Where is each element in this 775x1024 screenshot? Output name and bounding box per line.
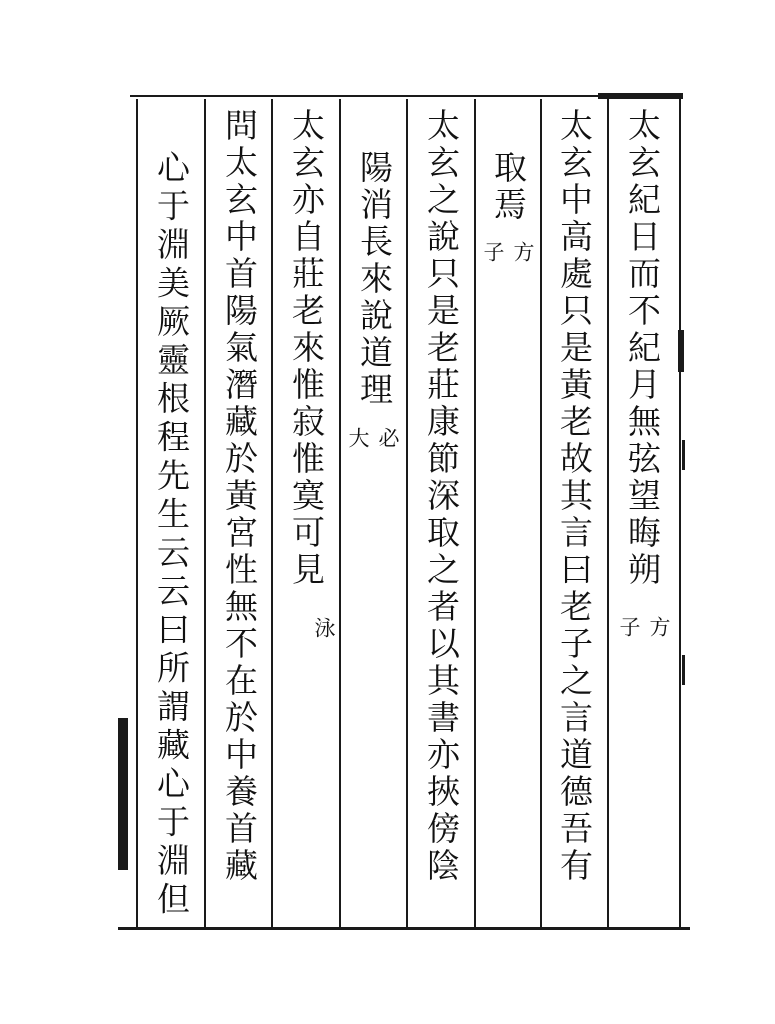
- top-border: [130, 95, 600, 97]
- interlinear-note: 必大: [346, 427, 400, 448]
- text-column: 心于淵美厥靈根程先生云云曰所謂藏心于淵但: [152, 150, 191, 920]
- right-border: [679, 99, 681, 928]
- right-edge-mark: [682, 440, 685, 470]
- text-column: 太玄亦自莊老來惟寂惟寞可見: [287, 108, 326, 589]
- left-edge-bar: [118, 718, 128, 870]
- text-column: 太玄中高處只是黃老故其言曰老子之言道德吾有: [555, 108, 594, 885]
- top-border-thick: [598, 93, 683, 99]
- interlinear-note: 方子: [617, 616, 671, 637]
- text-column: 太玄之說只是老莊康節深取之者以其書亦挾傍陰: [422, 108, 461, 885]
- column-rule: [204, 99, 206, 928]
- text-column: 問太玄中首陽氣潛藏於黃宮性無不在於中養首藏: [220, 108, 259, 885]
- text-column: 取焉: [489, 150, 528, 224]
- column-rule: [406, 99, 408, 928]
- right-edge-mark: [682, 655, 685, 685]
- text-column: 陽消長來說道理: [355, 150, 394, 409]
- column-rule: [540, 99, 542, 928]
- column-rule: [271, 99, 273, 928]
- interlinear-note: 方子: [481, 241, 535, 262]
- right-edge-mark: [678, 330, 684, 372]
- interlinear-note: 泳: [312, 617, 336, 638]
- column-rule: [136, 99, 138, 928]
- column-rule: [607, 99, 609, 928]
- column-rule: [474, 99, 476, 928]
- column-rule: [339, 99, 341, 928]
- text-column: 太玄紀日而不紀月無弦望晦朔: [623, 108, 662, 589]
